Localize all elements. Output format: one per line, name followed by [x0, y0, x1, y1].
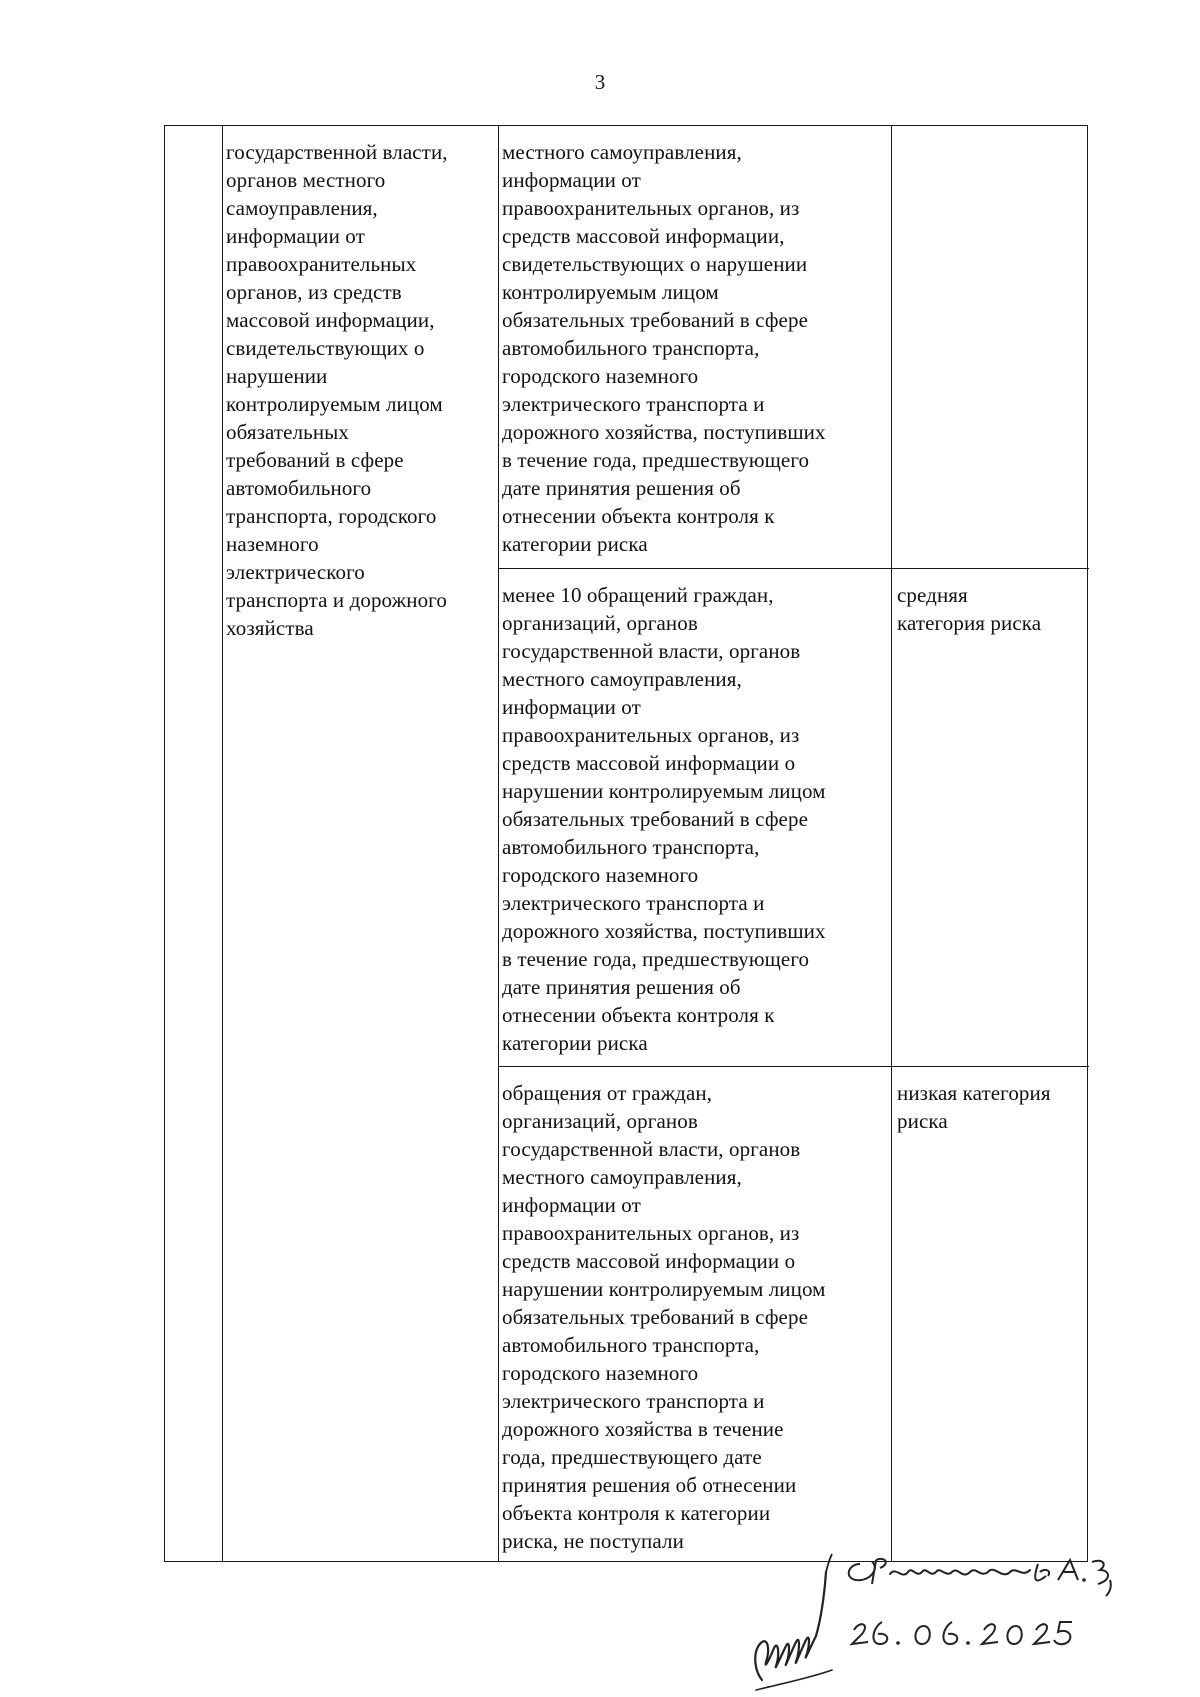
column-divider-1 [222, 126, 223, 1561]
indicator-cell-row-1: местного самоуправления, информации от правоохранительных органов, из средств массовой информации, свидетельствующих о нарушении контролируемым лицом обязательных требований в сфере автомобильного транспорта, городского наземного электрического транспорта и дорожного хозяйства, поступивших в течение года, предшествующего дате принятия решения об отнесении объекта контроля к категории риска [502, 140, 826, 556]
indicator-cell-row-3: обращения от граждан, организаций, органов государственной власти, органов местного самоуправления, информации от правоохранительных органов, из средств массовой информации о нарушении контролируемым лицом обязательных требований в сфере автомобильного транспорта, городского наземного электрического транспорта и дорожного хозяйства в течение года, предшествующего дате принятия решения об отнесении объекта контроля к категории риска, не поступали [502, 1081, 826, 1553]
signature-block [740, 1550, 1200, 1697]
indicator-cell-row-2: менее 10 обращений граждан, организаций, органов государственной власти, органов местного самоуправления, информации от правоохранительных органов, из средств массовой информации о нарушении контролируемым лицом обязательных требований в сфере автомобильного транспорта, городского наземного электрического транспорта и дорожного хозяйства, поступивших в течение года, предшествующего дате принятия решения об отнесении объекта контроля к категории риска [502, 583, 826, 1055]
row-divider-1 [498, 568, 1089, 569]
page-number: 3 [594, 70, 606, 94]
risk-category-cell-row-2: средняя категория риска [897, 583, 1042, 635]
risk-category-table [164, 125, 1088, 1562]
column-divider-2 [498, 126, 499, 1561]
handwritten-signature [740, 1550, 1200, 1697]
risk-category-cell-row-3: низкая категория риска [897, 1081, 1051, 1133]
criterion-description-cell: государственной власти, органов местного самоуправления, информации от правоохранительных органов, из средств массовой информации, свидетельствующих о нарушении контролируемым лицом обязательных требований в сфере автомобильного транспорта, городского наземного электрического транспорта и дорожного хозяйства [226, 140, 448, 640]
row-divider-2 [498, 1066, 1089, 1067]
